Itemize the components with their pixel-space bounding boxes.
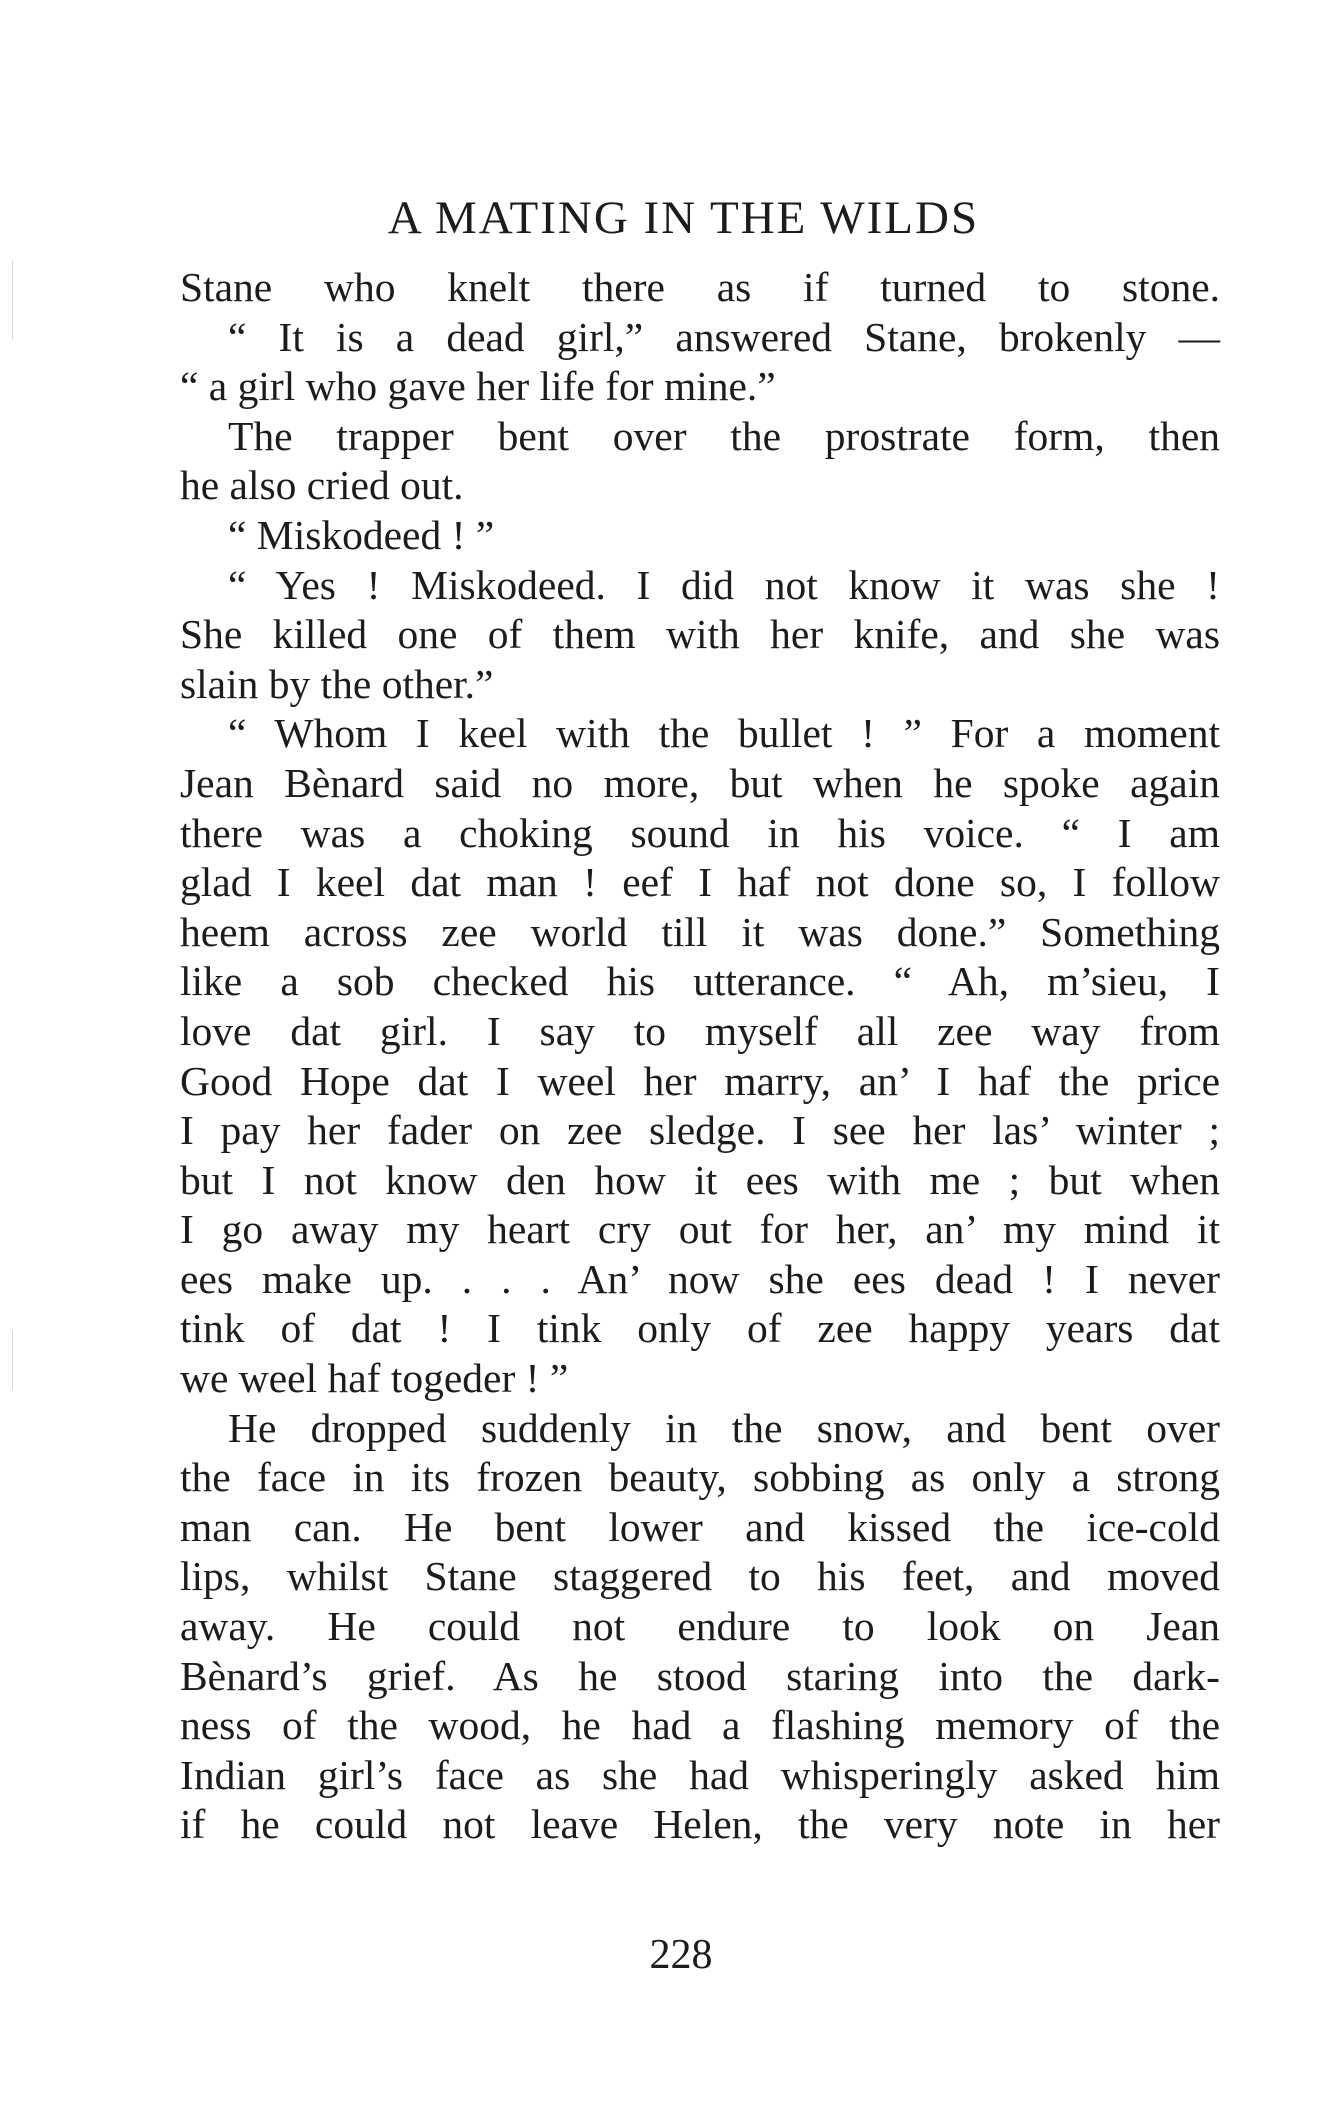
text-line: Indian girl’s face as she had whisperingly asked him [180, 1751, 1220, 1798]
page-number: 228 [649, 1932, 713, 1978]
text-line: I pay her fader on zee sledge. I see her las’ winter ; [180, 1107, 1220, 1154]
text-line: man can. He bent lower and kissed the ice-cold [180, 1503, 1220, 1550]
text-line: heem across zee world till it was done.” Something [180, 908, 1220, 955]
text-line: but I not know den how it ees with me ; but when [180, 1156, 1220, 1203]
text-line: Good Hope dat I weel her marry, an’ I haf the price [180, 1057, 1220, 1104]
text-line: lips, whilst Stane staggered to his feet, and moved [180, 1553, 1220, 1600]
text-line: there was a choking sound in his voice. “ I am [180, 809, 1220, 856]
text-line: the face in its frozen beauty, sobbing as only a strong [180, 1454, 1220, 1501]
text-line: “ a girl who gave her life for mine.” [180, 363, 776, 410]
text-line: like a sob checked his utterance. “ Ah, m’sieu, I [180, 958, 1220, 1005]
text-line: I go away my heart cry out for her, an’ my mind it [180, 1206, 1220, 1253]
body-text [180, 263, 1220, 1850]
text-line: Stane who knelt there as if turned to stone. [180, 264, 1220, 310]
text-line: he also cried out. [180, 462, 464, 509]
text-line: slain by the other.” [180, 660, 494, 707]
text-line: away. He could not endure to look on Jean [180, 1603, 1220, 1650]
text-line: Bènard’s grief. As he stood staring into the dark- [180, 1652, 1220, 1699]
text-line: “ It is a dead girl,” answered Stane, brokenly — [228, 313, 1220, 360]
text-line: “ Miskodeed ! ” [228, 511, 495, 558]
text-line: Jean Bènard said no more, but when he spoke again [180, 759, 1220, 806]
text-line: “ Whom I keel with the bullet ! ” For a moment [228, 710, 1220, 757]
text-line: The trapper bent over the prostrate form, then [228, 412, 1220, 459]
running-head: A MATING IN THE WILDS [387, 192, 980, 244]
text-line: tink of dat ! I tink only of zee happy years dat [180, 1305, 1220, 1352]
text-line: ness of the wood, he had a flashing memory of the [180, 1702, 1220, 1749]
text-line: She killed one of them with her knife, and she was [180, 611, 1220, 658]
text-line: love dat girl. I say to myself all zee way from [180, 1007, 1220, 1054]
text-line: He dropped suddenly in the snow, and bent over [228, 1404, 1220, 1451]
text-line: ees make up. . . . An’ now she ees dead ! I never [180, 1255, 1220, 1302]
page-edge-mark [12, 260, 13, 340]
text-line: we weel haf togeder ! ” [180, 1355, 569, 1402]
text-line: glad I keel dat man ! eef I haf not done so, I follow [180, 859, 1220, 906]
text-line: “ Yes ! Miskodeed. I did not know it was she ! [228, 561, 1220, 608]
page-edge-mark [12, 1330, 13, 1390]
text-line: if he could not leave Helen, the very note in her [180, 1801, 1220, 1848]
